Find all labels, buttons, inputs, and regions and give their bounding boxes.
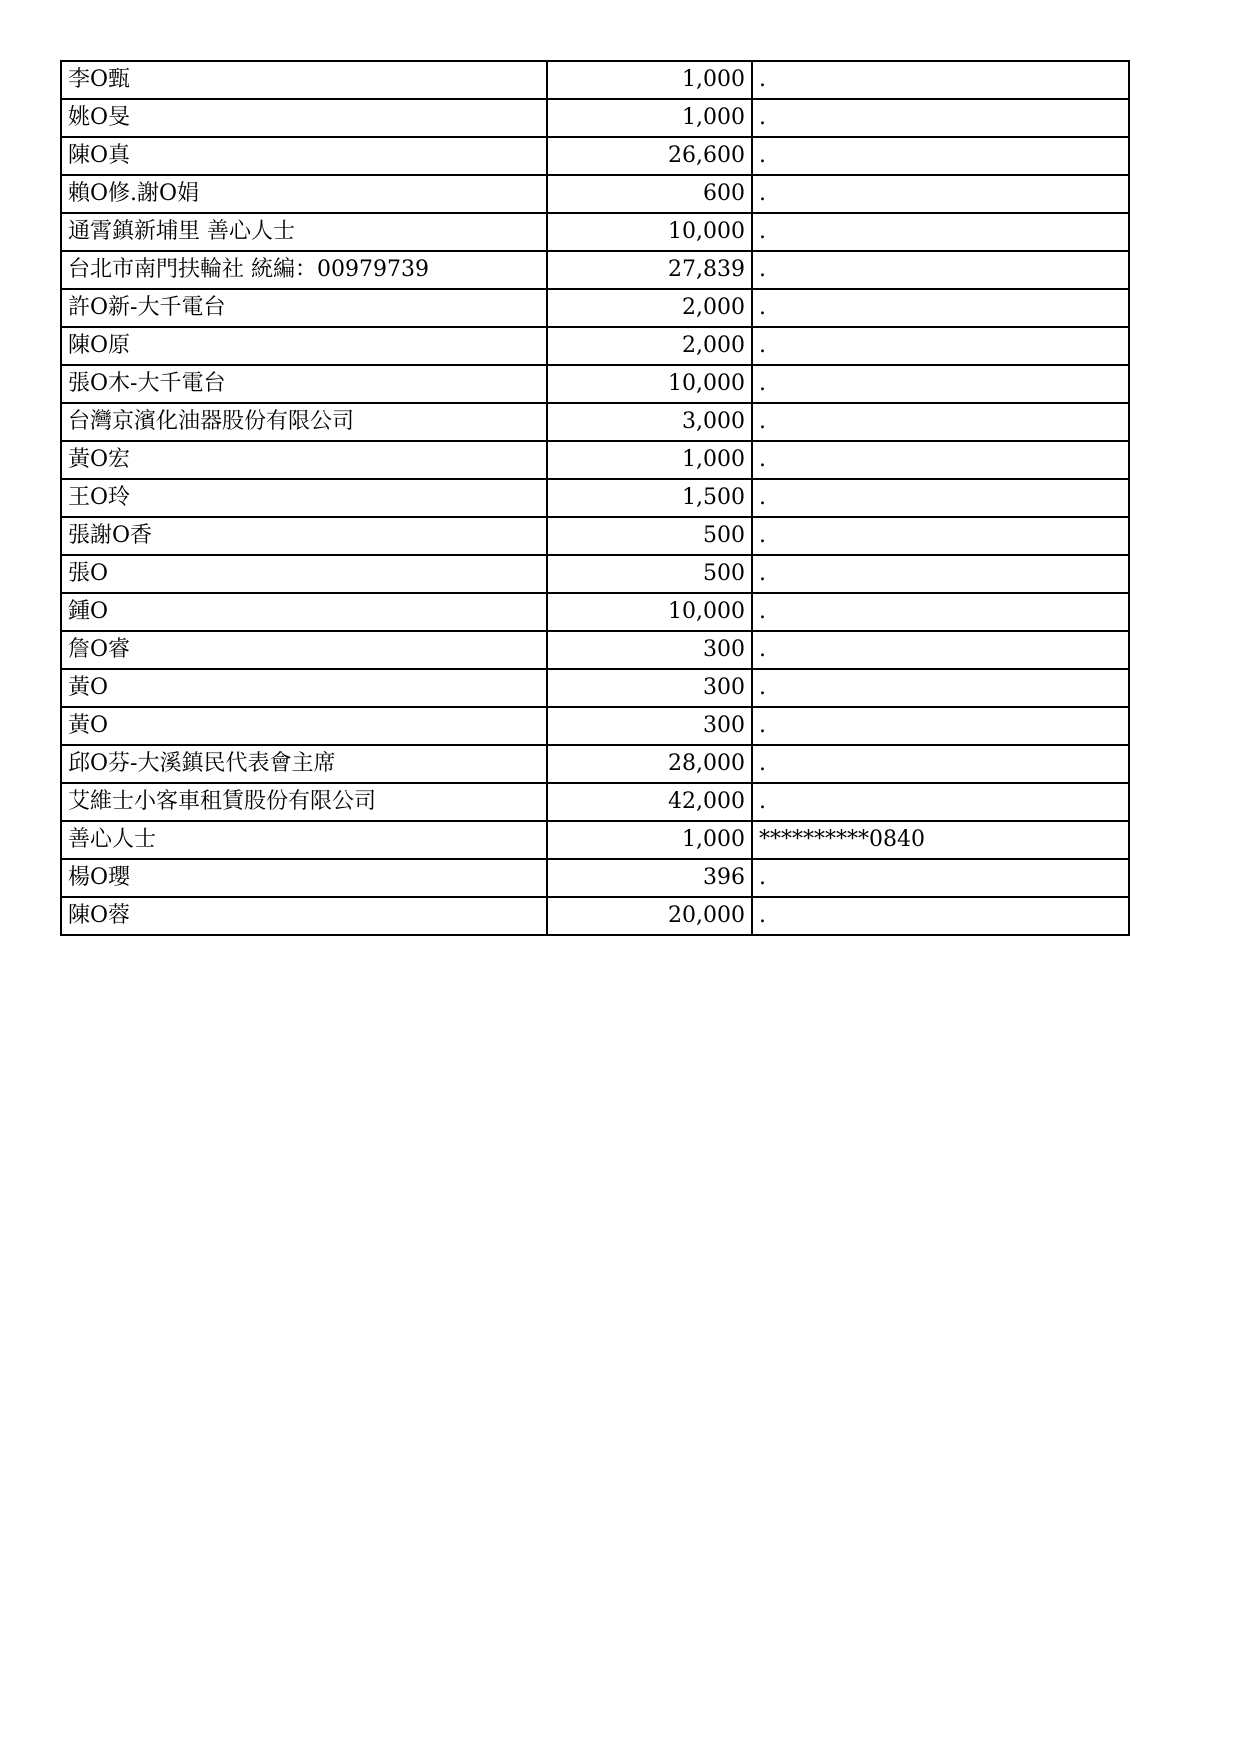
donor-name-cell: 陳O原: [61, 327, 547, 365]
note-cell: .: [752, 783, 1129, 821]
table-row: [61, 137, 1129, 175]
donor-name-cell: 黃O宏: [61, 441, 547, 479]
donation-amount-cell: 1,000: [547, 99, 752, 137]
donor-name-cell: 詹O睿: [61, 631, 547, 669]
donation-amount-cell: 600: [547, 175, 752, 213]
donation-amount-cell: 3,000: [547, 403, 752, 441]
donor-name-cell: 鍾O: [61, 593, 547, 631]
table-row: [61, 213, 1129, 251]
note-cell: .: [752, 479, 1129, 517]
table-row: [61, 479, 1129, 517]
table-row: [61, 289, 1129, 327]
note-cell: **********0840: [752, 821, 1129, 859]
donation-amount-cell: 1,000: [547, 821, 752, 859]
note-cell: .: [752, 99, 1129, 137]
donation-table-body: [61, 61, 1129, 935]
donor-name-cell: 王O玲: [61, 479, 547, 517]
donor-name-cell: 許O新-大千電台: [61, 289, 547, 327]
note-cell: .: [752, 517, 1129, 555]
donation-amount-cell: 10,000: [547, 593, 752, 631]
donor-name-cell: 陳O真: [61, 137, 547, 175]
donor-name-cell: 張謝O香: [61, 517, 547, 555]
donor-name-cell: 通霄鎮新埔里 善心人士: [61, 213, 547, 251]
donation-amount-cell: 300: [547, 669, 752, 707]
donation-amount-cell: 500: [547, 555, 752, 593]
table-row: [61, 783, 1129, 821]
donation-amount-cell: 1,500: [547, 479, 752, 517]
note-cell: .: [752, 213, 1129, 251]
donation-amount-cell: 28,000: [547, 745, 752, 783]
donation-amount-cell: 2,000: [547, 289, 752, 327]
table-row: [61, 859, 1129, 897]
note-cell: .: [752, 859, 1129, 897]
donation-amount-cell: 396: [547, 859, 752, 897]
table-row: [61, 593, 1129, 631]
donor-name-cell: 台北市南門扶輪社 統編：00979739: [61, 251, 547, 289]
donor-name-cell: 李O甄: [61, 61, 547, 99]
table-row: [61, 631, 1129, 669]
note-cell: .: [752, 745, 1129, 783]
table-row: [61, 745, 1129, 783]
note-cell: .: [752, 707, 1129, 745]
donation-amount-cell: 10,000: [547, 365, 752, 403]
table-row: [61, 403, 1129, 441]
table-row: [61, 517, 1129, 555]
table-row: [61, 669, 1129, 707]
note-cell: .: [752, 251, 1129, 289]
donor-name-cell: 邱O芬-大溪鎮民代表會主席: [61, 745, 547, 783]
table-row: [61, 61, 1129, 99]
donation-amount-cell: 300: [547, 631, 752, 669]
table-row: [61, 251, 1129, 289]
note-cell: .: [752, 289, 1129, 327]
donation-amount-cell: 1,000: [547, 61, 752, 99]
note-cell: .: [752, 631, 1129, 669]
donation-amount-cell: 27,839: [547, 251, 752, 289]
table-row: [61, 897, 1129, 935]
table-row: [61, 707, 1129, 745]
donation-amount-cell: 10,000: [547, 213, 752, 251]
donor-name-cell: 善心人士: [61, 821, 547, 859]
donor-name-cell: 艾維士小客車租賃股份有限公司: [61, 783, 547, 821]
note-cell: .: [752, 555, 1129, 593]
donor-name-cell: 黃O: [61, 669, 547, 707]
donation-amount-cell: 1,000: [547, 441, 752, 479]
donation-table: [60, 60, 1130, 936]
donor-name-cell: 楊O瓔: [61, 859, 547, 897]
note-cell: .: [752, 365, 1129, 403]
note-cell: .: [752, 403, 1129, 441]
donor-name-cell: 張O木-大千電台: [61, 365, 547, 403]
table-row: [61, 441, 1129, 479]
donation-amount-cell: 42,000: [547, 783, 752, 821]
donation-amount-cell: 2,000: [547, 327, 752, 365]
donor-name-cell: 台灣京濱化油器股份有限公司: [61, 403, 547, 441]
donor-name-cell: 賴O修.謝O娟: [61, 175, 547, 213]
note-cell: .: [752, 669, 1129, 707]
table-row: [61, 555, 1129, 593]
note-cell: .: [752, 175, 1129, 213]
donation-amount-cell: 20,000: [547, 897, 752, 935]
donor-name-cell: 張O: [61, 555, 547, 593]
note-cell: .: [752, 897, 1129, 935]
note-cell: .: [752, 441, 1129, 479]
note-cell: .: [752, 137, 1129, 175]
table-row: [61, 327, 1129, 365]
note-cell: .: [752, 593, 1129, 631]
table-row: [61, 821, 1129, 859]
note-cell: .: [752, 61, 1129, 99]
donor-name-cell: 黃O: [61, 707, 547, 745]
donation-amount-cell: 26,600: [547, 137, 752, 175]
table-row: [61, 99, 1129, 137]
donation-list-sheet: [60, 60, 1128, 936]
donation-amount-cell: 500: [547, 517, 752, 555]
donor-name-cell: 陳O蓉: [61, 897, 547, 935]
table-row: [61, 365, 1129, 403]
note-cell: .: [752, 327, 1129, 365]
donation-amount-cell: 300: [547, 707, 752, 745]
table-row: [61, 175, 1129, 213]
donor-name-cell: 姚O旻: [61, 99, 547, 137]
